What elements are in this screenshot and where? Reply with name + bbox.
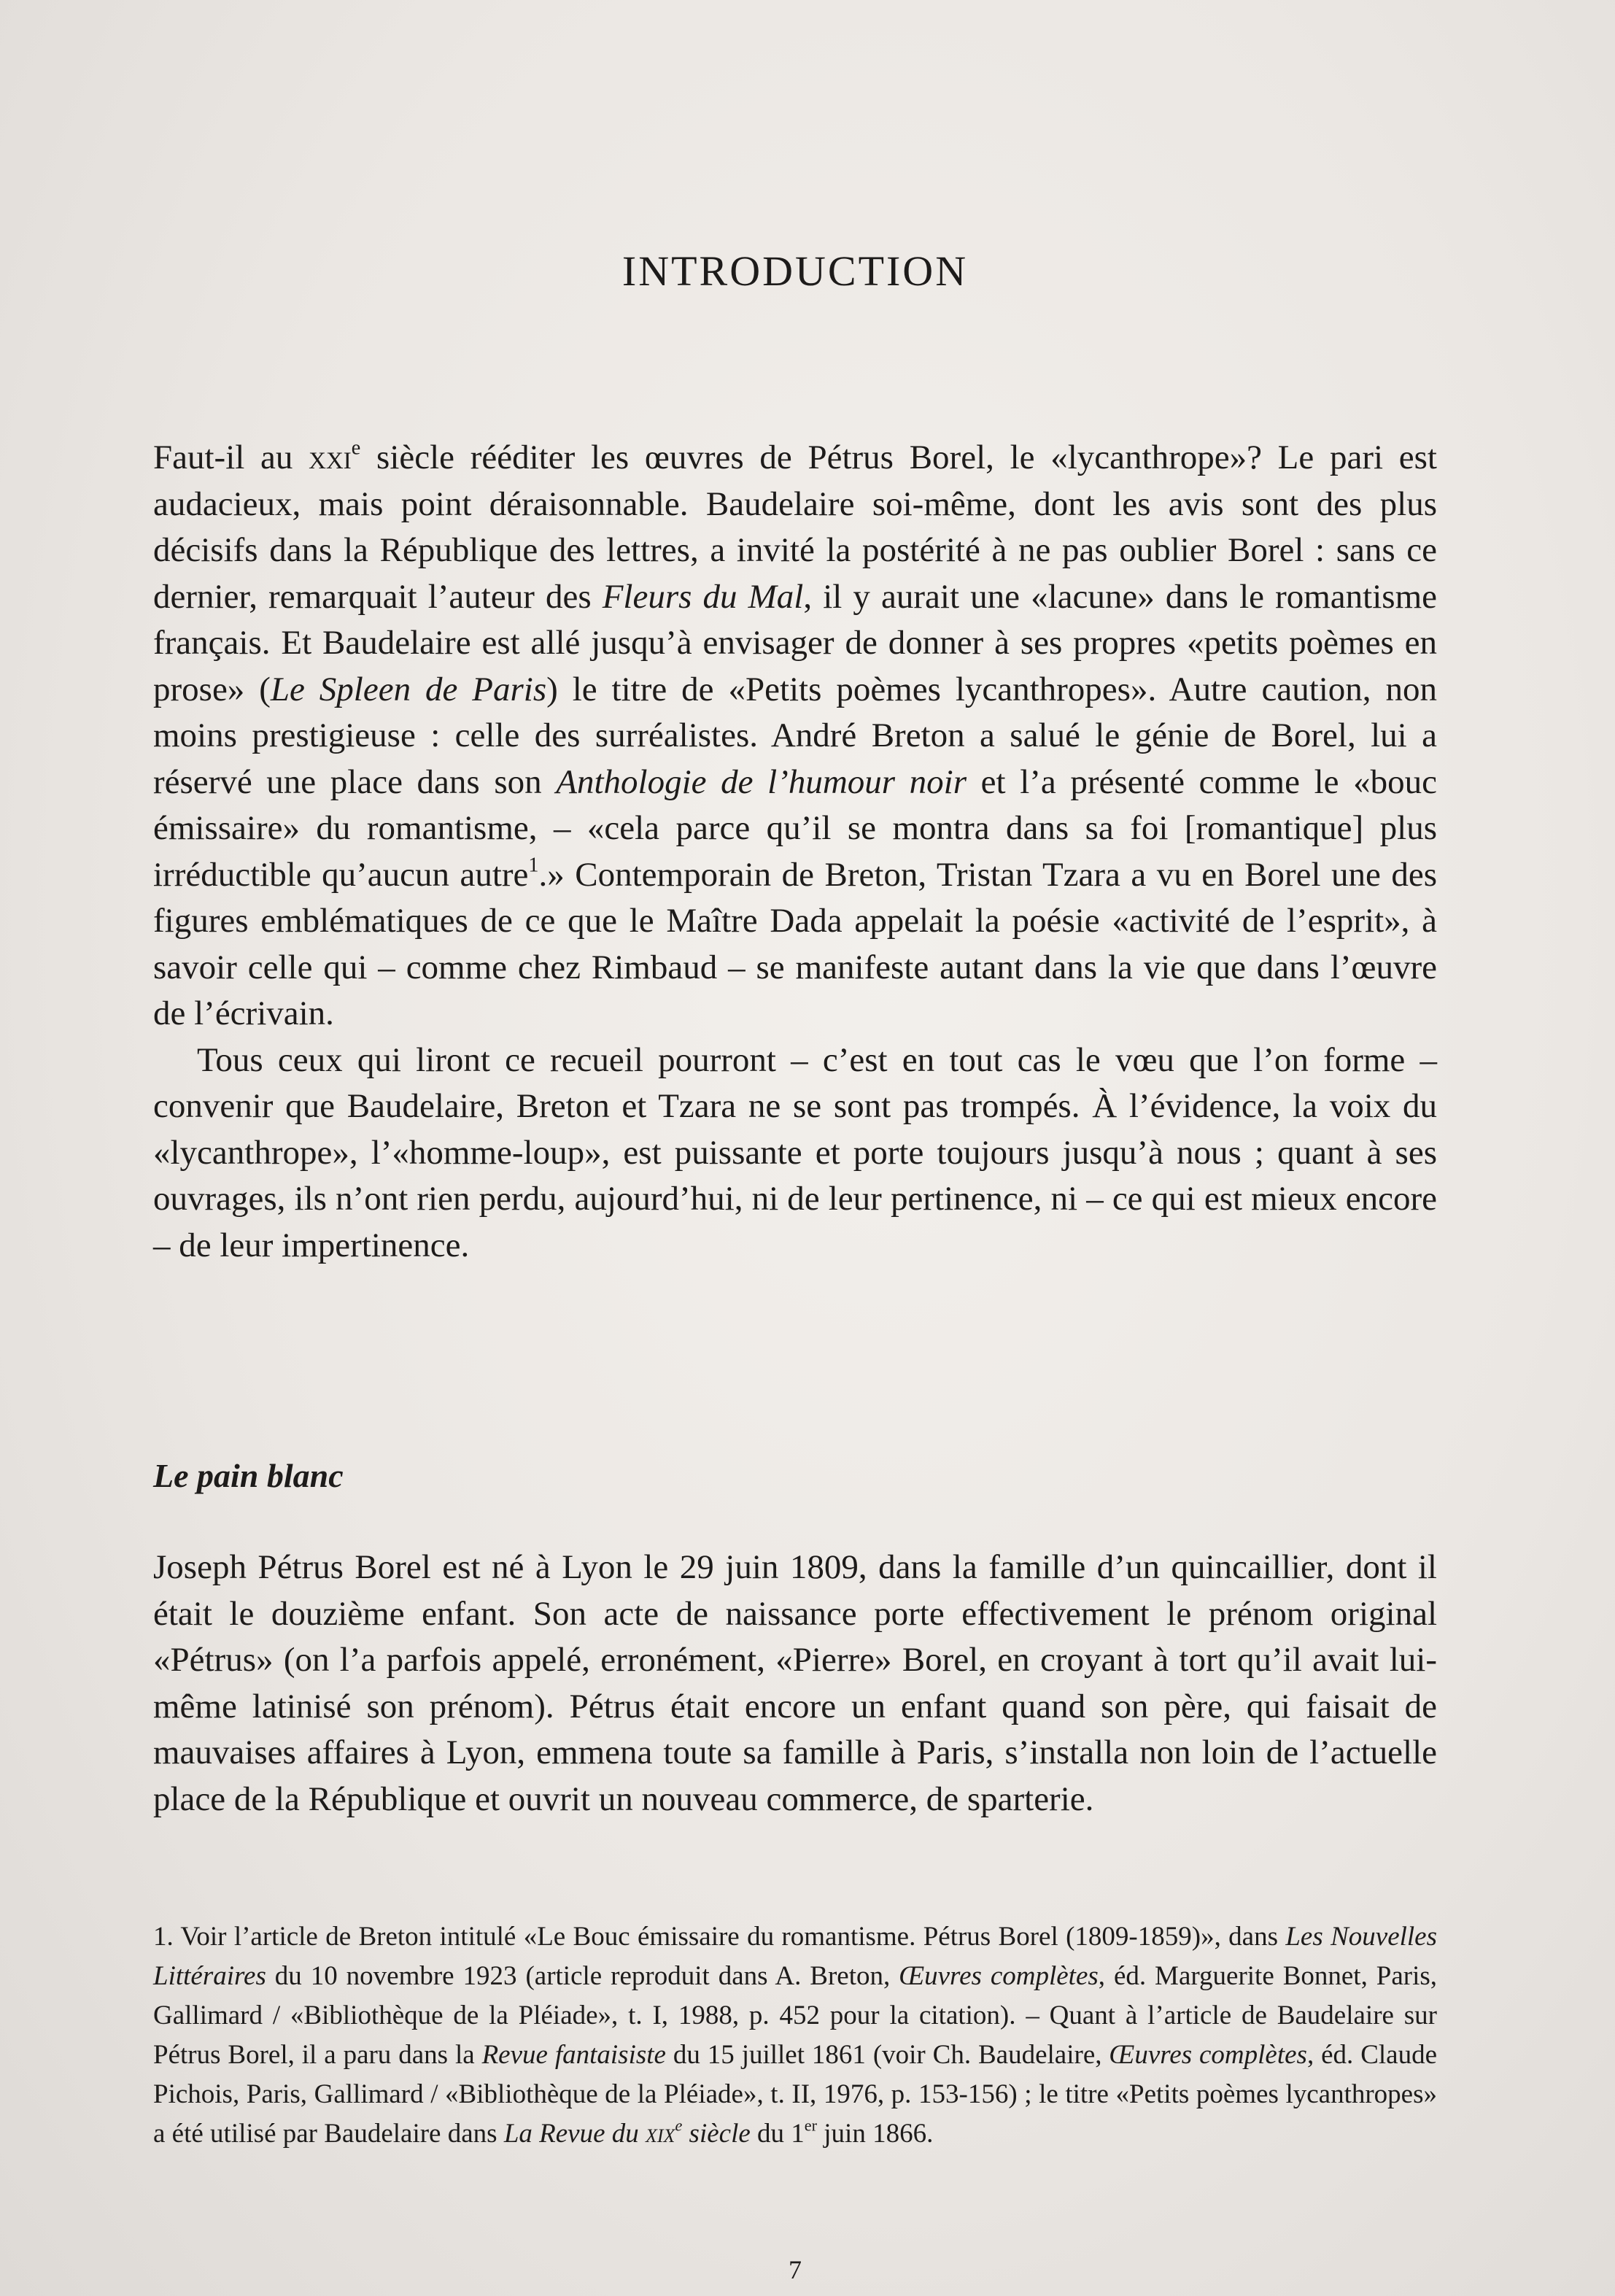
section-heading: Le pain blanc	[153, 1457, 344, 1494]
page-number: 7	[789, 2255, 802, 2284]
chapter-title: INTRODUCTION	[621, 247, 969, 295]
footnote-ref-1: 1	[528, 853, 539, 876]
section-text	[153, 1545, 1437, 1823]
title-anthologie: Anthologie de l’humour noir	[556, 762, 967, 801]
book-page	[153, 0, 1437, 2296]
title-fleurs-du-mal: Fleurs du Mal	[602, 577, 804, 616]
introduction-text	[153, 435, 1437, 1269]
section-paragraph-1: Joseph Pétrus Borel est né à Lyon le 29 juin 1809, dans la famille d’un quincaillier, dont il était le douzième enfant. Son acte de naissance porte effectivement le prénom original «Pétrus» (on l’a parfois appelé, erronément, «Pierre» Borel, en croyant à tort qu’il avait lui-même latinisé son prénom). Pétrus était encore un enfant quand son père, qui faisait de mauvaises affaires à Lyon, emmena toute sa famille à Paris, s’installa non loin de l’actuelle place de la République et ouvrit un nouveau commerce, de sparterie.	[153, 1548, 1437, 1818]
title-le-spleen-de-paris: Le Spleen de Paris	[270, 670, 547, 708]
century-numeral: xxi	[309, 438, 352, 476]
paragraph-2: Tous ceux qui liront ce recueil pourront – c’est en tout cas le vœu que l’on forme – convenir que Baudelaire, Breton et Tzara ne se sont pas trompés. À l’évidence, la voix du «lycanthrope», l’«homme-loup», est puissante et porte toujours jusqu’à nous ; quant à ses ouvrages, ils n’ont rien perdu, aujourd’hui, ni de leur pertinence, ni – ce qui est mieux encore – de leur impertinence.	[153, 1040, 1437, 1264]
paragraph-1: Faut-il au xxi$^e$ siècle rééditer les œuvres de Pétrus Borel, le «lycanthrope»? Le pari est audacieux, mais point déraisonnable. Baudelaire soi-même, dont les avis sont des plus décisifs dans la République des lettres, a invité la postérité à ne pas oublier Borel : sans ce dernier, remarquait l’auteur des Fleurs du Mal, il y aurait une «lacune» dans le romantisme français. Et Baudelaire est allé jusqu’à envisager de donner à ses propres «petits poèmes en prose» (Le Spleen de Paris) le titre de «Petits poèmes lycanthropes». Autre caution, non moins prestigieuse : celle des surréalistes. André Breton a salué le génie de Borel, lui a réservé une place dans son Anthologie de l’humour noir et l’a présenté comme le «bouc émissaire» du romantisme, – «cela parce qu’il se montra dans sa foi [romantique] plus irréductible qu’aucun autre$^1$.» Contemporain de Breton, Tristan Tzara a vu en Borel une des figures emblématiques de ce que le Maître Dada appelait la poésie «activité de l’esprit», à savoir celle qui – comme chez Rimbaud – se manifeste autant dans la vie que dans l’œuvre de l’écrivain.	[153, 436, 1437, 1032]
footnote-1: 1. Voir l’article de Breton intitulé «Le Bouc émissaire du romantisme. Pétrus Borel (1809-1859)», dans Les Nouvelles Littéraires du 10 novembre 1923 (article reproduit dans A. Breton, Œuvres complètes, éd. Marguerite Bonnet, Paris, Gallimard / «Bibliothèque de la Pléiade», t. I, 1988, p. 452 pour la citation). – Quant à l’article de Baudelaire sur Pétrus Borel, il a paru dans la Revue fantaisiste du 15 juillet 1861 (voir Ch. Baudelaire, Œuvres complètes, éd. Claude Pichois, Paris, Gallimard / «Bibliothèque de la Pléiade», t. II, 1976, p. 153-156) ; le titre «Petits poèmes lycanthropes» a été utilisé par Baudelaire dans La Revue du xix$^e$ siècle du 1er juin 1866.	[153, 1922, 1438, 2149]
